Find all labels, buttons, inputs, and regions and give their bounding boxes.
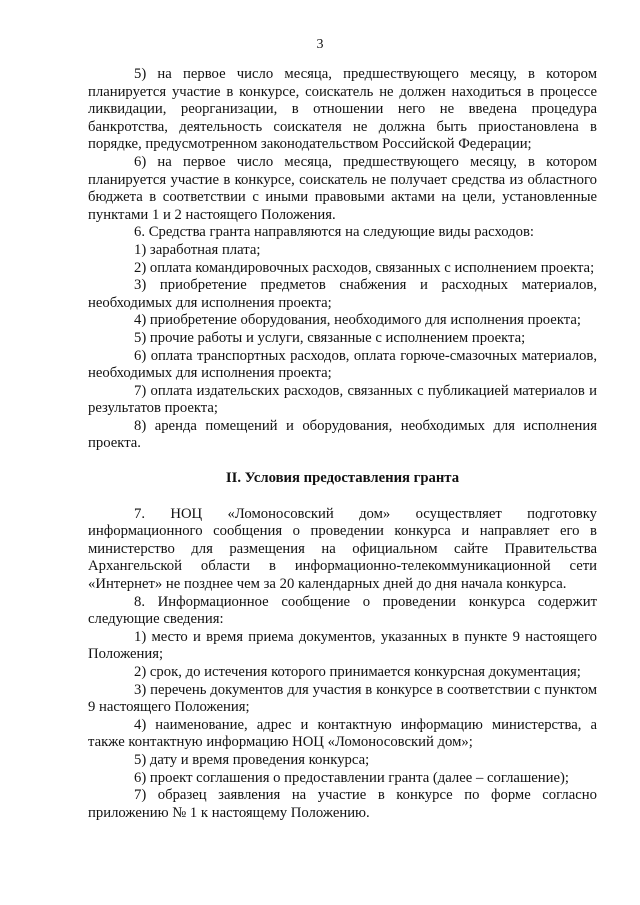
list-item-expense-7: 7) оплата издательских расходов, связанных с публикацией материалов и результатов проекта; xyxy=(88,382,597,417)
list-item-info-5: 5) дату и время проведения конкурса; xyxy=(134,751,370,768)
list-item-expense-1: 1) заработная плата; xyxy=(134,241,261,258)
paragraph-eligibility-5: 5) на первое число месяца, предшествующего месяцу, в котором планируется участие в конкурсе, соискатель не должен находиться в процессе ликвидации, реорганизации, в отношении него не введена процедура банкротства, деятельность соискателя не должна быть приостановлена в порядке, предусмотренном законодательством Российской Федерации; xyxy=(88,66,597,153)
paragraph-clause-8: 8. Информационное сообщение о проведении конкурса содержит следующие сведения: xyxy=(88,593,597,628)
page-content xyxy=(88,66,597,822)
list-item-expense-5: 5) прочие работы и услуги, связанные с исполнением проекта; xyxy=(134,329,526,346)
list-item-expense-2: 2) оплата командировочных расходов, связанных с исполнением проекта; xyxy=(134,259,595,276)
list-item-info-6: 6) проект соглашения о предоставлении гранта (далее – соглашение); xyxy=(134,769,569,786)
paragraph-clause-7: 7. НОЦ «Ломоносовский дом» осуществляет подготовку информационного сообщения о проведении конкурса и направляет его в министерство для размещения на официальном сайте Правительства Архангельской области в информационно-телекоммуникационной сети «Интернет» не позднее чем за 20 календарных дней до дня начала конкурса. xyxy=(88,505,597,593)
list-item-info-1: 1) место и время приема документов, указанных в пункте 9 настоящего Положения; xyxy=(88,628,597,663)
section-heading: II. Условия предоставления гранта xyxy=(225,470,460,487)
list-item-info-3: 3) перечень документов для участия в конкурсе в соответствии с пунктом 9 настоящего Положения; xyxy=(88,681,597,716)
list-item-info-4: 4) наименование, адрес и контактную информацию министерства, а также контактную информацию НОЦ «Ломоносовский дом»; xyxy=(88,716,597,751)
list-item-info-2: 2) срок, до истечения которого принимается конкурсная документация; xyxy=(134,664,581,680)
list-item-expense-4: 4) приобретение оборудования, необходимого для исполнения проекта; xyxy=(134,312,581,329)
page-number: 3 xyxy=(316,37,324,52)
paragraph-eligibility-6: 6) на первое число месяца, предшествующего месяцу, в котором планируется участие в конкурсе, соискатель не получает средства из областного бюджета в соответствии с иными правовыми актами на цели, установленные пунктами 1 и 2 настоящего Положения. xyxy=(88,153,597,223)
paragraph-clause-6: 6. Средства гранта направляются на следующие виды расходов: xyxy=(134,224,534,241)
list-item-expense-6: 6) оплата транспортных расходов, оплата горюче-смазочных материалов, необходимых для исполнения проекта; xyxy=(88,347,597,382)
list-item-expense-3: 3) приобретение предметов снабжения и расходных материалов, необходимых для исполнения проекта; xyxy=(88,277,597,311)
list-item-expense-8: 8) аренда помещений и оборудования, необходимых для исполнения проекта. xyxy=(88,417,597,452)
list-item-info-7: 7) образец заявления на участие в конкурсе по форме согласно приложению № 1 к настоящему Положению. xyxy=(88,787,597,821)
